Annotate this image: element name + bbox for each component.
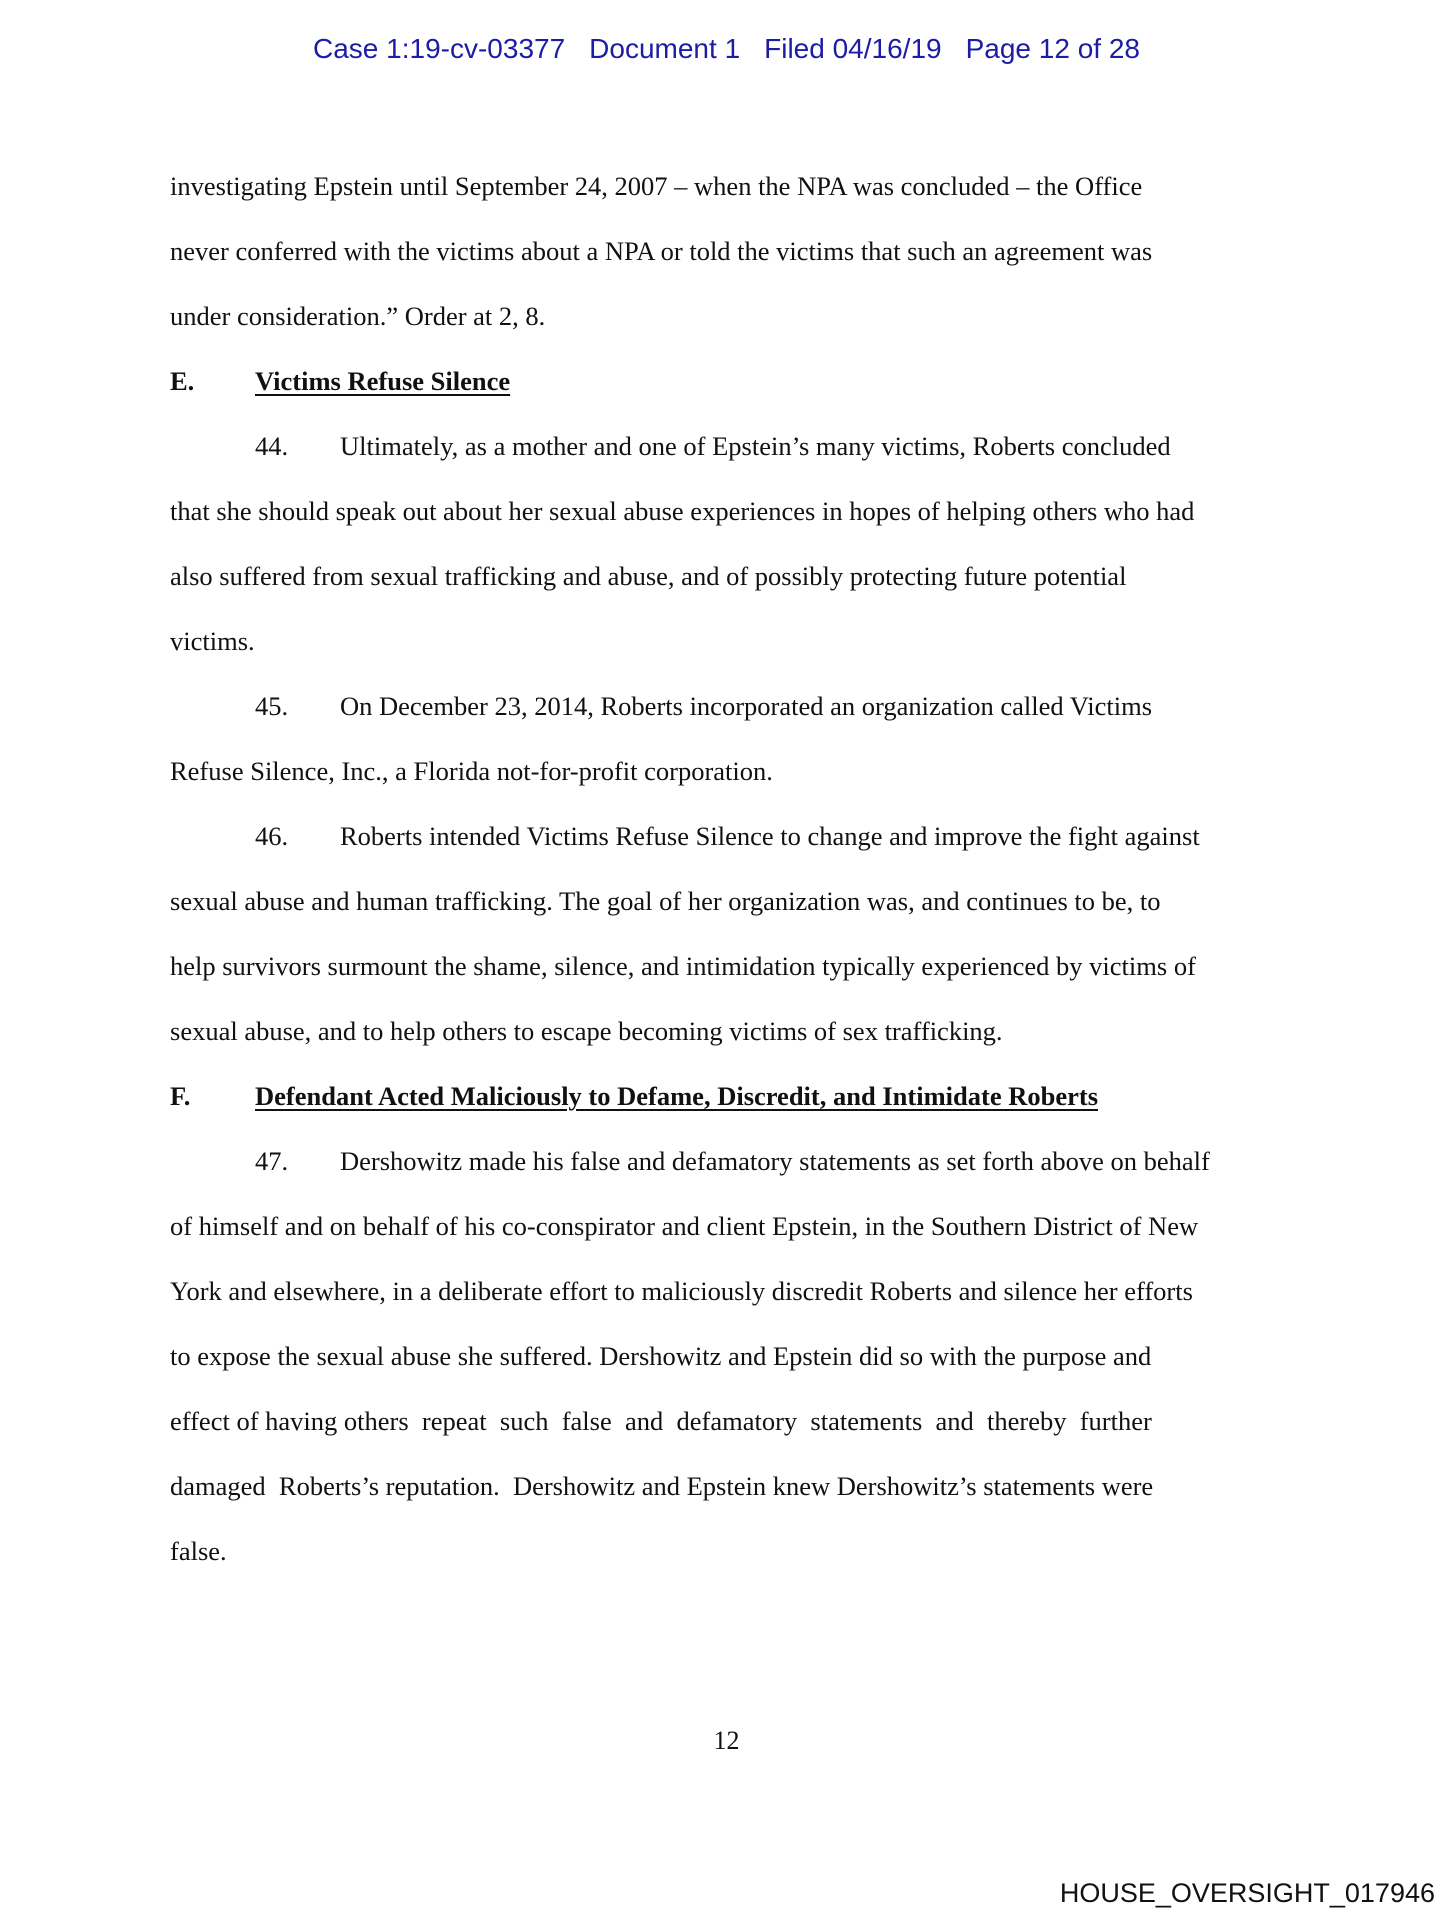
body-line: Roberts intended Victims Refuse Silence to change and improve the fight against — [340, 821, 1200, 851]
body-line: Dershowitz made his false and defamatory statements as set forth above on behalf — [340, 1146, 1210, 1176]
body-line: damaged Roberts’s reputation. Dershowitz and Epstein knew Dershowitz’s statements were — [170, 1471, 1154, 1501]
document-number: Document 1 — [589, 33, 741, 64]
filed-date: Filed 04/16/19 — [764, 33, 942, 64]
page-number: 12 — [713, 1726, 740, 1755]
body-line: effect of having others repeat such false and defamatory statements and thereby further — [170, 1406, 1152, 1436]
body-line: investigating Epstein until September 24, 2007 – when the NPA was concluded – the Office — [170, 171, 1143, 201]
body-line: under consideration.” Order at 2, 8. — [170, 301, 546, 331]
section-f-letter: F. — [170, 1081, 191, 1111]
body-line: Ultimately, as a mother and one of Epstein’s many victims, Roberts concluded — [340, 431, 1171, 461]
body-line: On December 23, 2014, Roberts incorporated an organization called Victims — [340, 691, 1153, 721]
body-line: never conferred with the victims about a NPA or told the victims that such an agreement was — [170, 236, 1153, 266]
case-header — [0, 33, 1453, 65]
body-line: victims. — [170, 626, 255, 656]
section-f-title: Defendant Acted Maliciously to Defame, Discredit, and Intimidate Roberts — [255, 1081, 1099, 1111]
body-line: sexual abuse, and to help others to escape becoming victims of sex trafficking. — [170, 1016, 1003, 1046]
body-line: of himself and on behalf of his co-conspirator and client Epstein, in the Southern District of New — [170, 1211, 1199, 1241]
body-line: Refuse Silence, Inc., a Florida not-for-profit corporation. — [170, 756, 773, 786]
body-line: to expose the sexual abuse she suffered. Dershowitz and Epstein did so with the purpose and — [170, 1341, 1152, 1371]
page-indicator: Page 12 of 28 — [965, 33, 1140, 64]
paragraph-number: 47. — [255, 1146, 289, 1176]
body-line: that she should speak out about her sexual abuse experiences in hopes of helping others who had — [170, 496, 1195, 526]
section-e-letter: E. — [170, 366, 195, 396]
section-e-title: Victims Refuse Silence — [255, 366, 511, 396]
body-line: sexual abuse and human trafficking. The goal of her organization was, and continues to be, to — [170, 886, 1161, 916]
body-line: help survivors surmount the shame, silence, and intimidation typically experienced by victims of — [170, 951, 1196, 981]
body-line: York and elsewhere, in a deliberate effort to maliciously discredit Roberts and silence her efforts — [170, 1276, 1193, 1306]
paragraph-number: 44. — [255, 431, 289, 461]
case-number: Case 1:19-cv-03377 — [313, 33, 566, 64]
body-line: also suffered from sexual trafficking and abuse, and of possibly protecting future potential — [170, 561, 1127, 591]
paragraph-number: 45. — [255, 691, 289, 721]
body-line: false. — [170, 1536, 227, 1566]
bates-stamp: HOUSE_OVERSIGHT_017946 — [1059, 1878, 1435, 1908]
paragraph-number: 46. — [255, 821, 289, 851]
